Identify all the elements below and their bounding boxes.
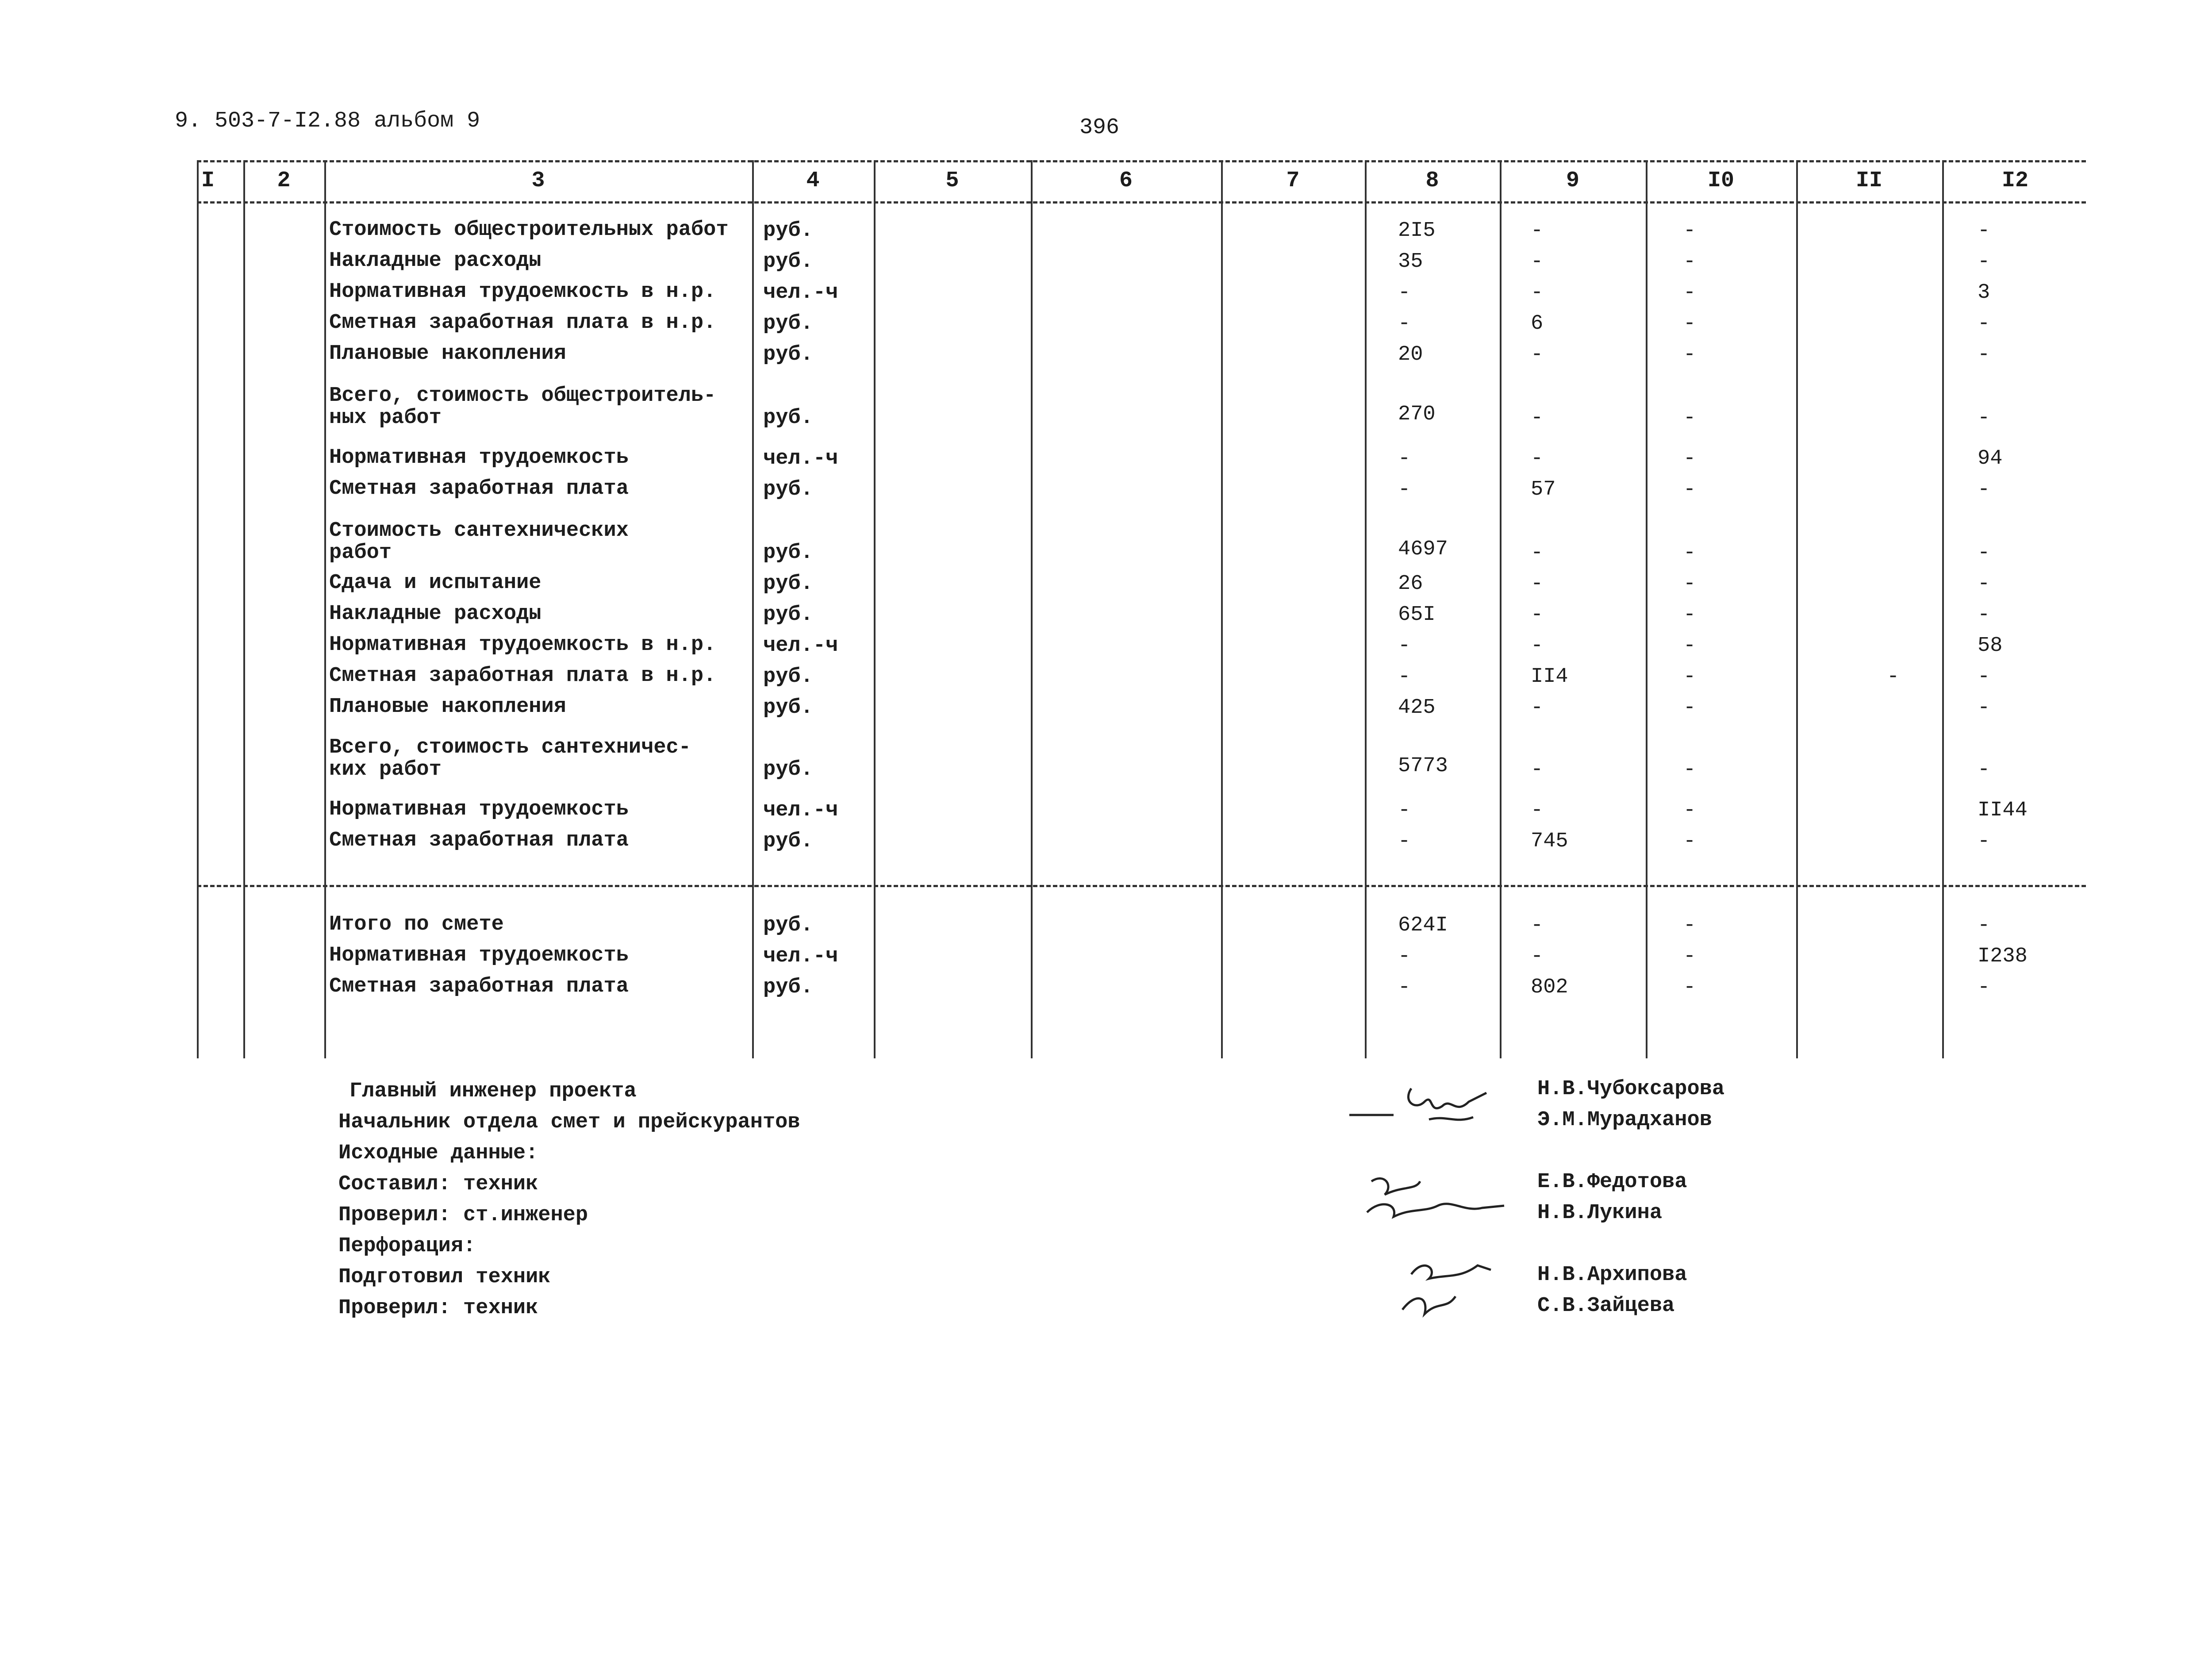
totals-col8: 624I bbox=[1398, 914, 1448, 937]
handwritten-signature bbox=[1340, 1075, 1517, 1133]
totals-col10: - bbox=[1683, 976, 1696, 999]
row-col12: 58 bbox=[1978, 634, 2003, 657]
row-col12: - bbox=[1978, 312, 1990, 335]
row-col9: - bbox=[1531, 572, 1544, 596]
column-header-10: I0 bbox=[1707, 168, 1734, 193]
signatory-name: Е.В.Федотова bbox=[1537, 1170, 1687, 1194]
row-unit: руб. bbox=[763, 312, 813, 335]
row-col12: 3 bbox=[1978, 281, 1990, 304]
column-header-12: I2 bbox=[2001, 168, 2028, 193]
row-col9: - bbox=[1531, 343, 1544, 366]
table-row bbox=[0, 478, 2212, 509]
row-unit: руб. bbox=[763, 572, 813, 596]
row-col12: - bbox=[1978, 665, 1990, 688]
row-col9: - bbox=[1531, 541, 1544, 565]
row-col8: - bbox=[1398, 478, 1411, 501]
row-col10: - bbox=[1683, 406, 1696, 430]
table-row bbox=[0, 737, 2212, 790]
table-row bbox=[0, 634, 2212, 665]
row-col10: - bbox=[1683, 830, 1696, 853]
row-unit: руб. bbox=[763, 696, 813, 719]
row-col12: - bbox=[1978, 541, 1990, 565]
signatory-name: Н.В.Лукина bbox=[1537, 1201, 1663, 1225]
table-row bbox=[0, 830, 2212, 861]
row-col9: - bbox=[1531, 406, 1544, 430]
row-col10: - bbox=[1683, 758, 1696, 781]
signature-role: Перфорация: bbox=[338, 1234, 476, 1258]
row-description: Сдача и испытание bbox=[329, 571, 541, 595]
row-description: Всего, стоимость сантехничес- ких работ bbox=[329, 736, 691, 781]
totals-col9: 802 bbox=[1531, 976, 1568, 999]
totals-col9: - bbox=[1531, 914, 1544, 937]
row-col8: 270 bbox=[1398, 403, 1436, 426]
totals-row bbox=[0, 914, 2212, 945]
row-col12: - bbox=[1978, 830, 1990, 853]
row-unit: чел.-ч bbox=[763, 799, 838, 822]
row-description: Сметная заработная плата в н.р. bbox=[329, 664, 716, 688]
row-description: Сметная заработная плата bbox=[329, 477, 629, 500]
signature-role: Начальник отдела смет и прейскурантов bbox=[338, 1111, 800, 1134]
row-description: Нормативная трудоемкость в н.р. bbox=[329, 280, 716, 304]
row-col10: - bbox=[1683, 343, 1696, 366]
totals-col12: - bbox=[1978, 914, 1990, 937]
row-col8: 5773 bbox=[1398, 754, 1448, 778]
row-col10: - bbox=[1683, 478, 1696, 501]
table-row bbox=[0, 520, 2212, 573]
row-description: Нормативная трудоемкость bbox=[329, 446, 629, 469]
totals-col8: - bbox=[1398, 976, 1411, 999]
column-header-5: 5 bbox=[945, 168, 959, 193]
row-description: Сметная заработная плата bbox=[329, 829, 629, 852]
row-col10: - bbox=[1683, 603, 1696, 627]
row-col8: 2I5 bbox=[1398, 219, 1436, 242]
row-col9: 57 bbox=[1531, 478, 1556, 501]
page-number: 396 bbox=[1079, 115, 1120, 140]
column-header-9: 9 bbox=[1566, 168, 1579, 193]
row-col12: 94 bbox=[1978, 447, 2003, 470]
row-description: Сметная заработная плата в н.р. bbox=[329, 311, 716, 334]
row-col8: - bbox=[1398, 312, 1411, 335]
row-col8: 35 bbox=[1398, 250, 1423, 273]
row-col9: 745 bbox=[1531, 830, 1568, 853]
row-unit: руб. bbox=[763, 541, 813, 565]
totals-unit: руб. bbox=[763, 914, 813, 937]
table-row bbox=[0, 343, 2212, 374]
table-row bbox=[0, 696, 2212, 727]
signature-role: Проверил: техник bbox=[338, 1296, 538, 1320]
row-col12: - bbox=[1978, 696, 1990, 719]
signatory-name: С.В.Зайцева bbox=[1537, 1294, 1675, 1318]
row-col12: - bbox=[1978, 250, 1990, 273]
row-col10: - bbox=[1683, 634, 1696, 657]
totals-row bbox=[0, 976, 2212, 1007]
column-header-1: I bbox=[201, 168, 215, 193]
handwritten-signature bbox=[1354, 1164, 1531, 1230]
signatory-name: Э.М.Мурадханов bbox=[1537, 1108, 1712, 1132]
row-col9: - bbox=[1531, 250, 1544, 273]
row-col12: - bbox=[1978, 758, 1990, 781]
table-row bbox=[0, 447, 2212, 478]
row-col8: 20 bbox=[1398, 343, 1423, 366]
row-col12: - bbox=[1978, 478, 1990, 501]
row-unit: руб. bbox=[763, 406, 813, 430]
signature-role: Проверил: ст.инженер bbox=[338, 1203, 588, 1227]
table-row bbox=[0, 312, 2212, 343]
totals-description: Итого по смете bbox=[329, 913, 504, 936]
row-col9: - bbox=[1531, 696, 1544, 719]
row-description: Всего, стоимость общестроитель- ных работ bbox=[329, 384, 716, 430]
row-col8: - bbox=[1398, 447, 1411, 470]
row-col9: - bbox=[1531, 281, 1544, 304]
row-description: Плановые накопления bbox=[329, 342, 566, 365]
row-col12: II44 bbox=[1978, 799, 2028, 822]
row-description: Нормативная трудоемкость bbox=[329, 798, 629, 821]
row-description: Накладные расходы bbox=[329, 249, 541, 273]
totals-description: Сметная заработная плата bbox=[329, 975, 629, 998]
column-header-11: II bbox=[1855, 168, 1882, 193]
row-col10: - bbox=[1683, 219, 1696, 242]
row-col12: - bbox=[1978, 219, 1990, 242]
row-col12: - bbox=[1978, 343, 1990, 366]
row-col8: - bbox=[1398, 830, 1411, 853]
row-col12: - bbox=[1978, 572, 1990, 596]
row-col10: - bbox=[1683, 281, 1696, 304]
totals-col9: - bbox=[1531, 945, 1544, 968]
row-unit: руб. bbox=[763, 478, 813, 501]
totals-col10: - bbox=[1683, 914, 1696, 937]
row-col8: - bbox=[1398, 281, 1411, 304]
row-col10: - bbox=[1683, 799, 1696, 822]
signature-role: Составил: техник bbox=[338, 1173, 538, 1196]
row-col10: - bbox=[1683, 696, 1696, 719]
totals-description: Нормативная трудоемкость bbox=[329, 944, 629, 967]
signatory-name: Н.В.Архипова bbox=[1537, 1263, 1687, 1287]
row-col8: 65I bbox=[1398, 603, 1436, 627]
row-col10: - bbox=[1683, 541, 1696, 565]
row-col12: - bbox=[1978, 406, 1990, 430]
row-col10: - bbox=[1683, 447, 1696, 470]
totals-col12: I238 bbox=[1978, 945, 2028, 968]
row-description: Стоимость общестроительных работ bbox=[329, 218, 729, 242]
row-col8: - bbox=[1398, 634, 1411, 657]
row-description: Накладные расходы bbox=[329, 602, 541, 626]
row-unit: чел.-ч bbox=[763, 281, 838, 304]
column-header-8: 8 bbox=[1425, 168, 1439, 193]
row-col8: - bbox=[1398, 799, 1411, 822]
row-col9: - bbox=[1531, 758, 1544, 781]
row-col12: - bbox=[1978, 603, 1990, 627]
column-header-3: 3 bbox=[531, 168, 545, 193]
table-row bbox=[0, 572, 2212, 603]
table-row bbox=[0, 219, 2212, 250]
row-col8: 4697 bbox=[1398, 538, 1448, 561]
column-header-6: 6 bbox=[1119, 168, 1133, 193]
row-col8: 26 bbox=[1398, 572, 1423, 596]
table-row bbox=[0, 799, 2212, 830]
handwritten-signature bbox=[1385, 1248, 1517, 1323]
document-code: 9. 503-7-I2.88 альбом 9 bbox=[175, 108, 480, 134]
row-description: Плановые накопления bbox=[329, 695, 566, 719]
row-col10: - bbox=[1683, 665, 1696, 688]
row-col9: - bbox=[1531, 603, 1544, 627]
row-unit: руб. bbox=[763, 250, 813, 273]
table-row bbox=[0, 250, 2212, 281]
signature-role: Главный инженер проекта bbox=[349, 1080, 637, 1103]
row-col9: 6 bbox=[1531, 312, 1544, 335]
row-col8: 425 bbox=[1398, 696, 1436, 719]
totals-row bbox=[0, 945, 2212, 976]
header-top-rule bbox=[197, 160, 2086, 162]
row-col9: - bbox=[1531, 219, 1544, 242]
totals-col8: - bbox=[1398, 945, 1411, 968]
row-col9: - bbox=[1531, 799, 1544, 822]
row-col11: - bbox=[1887, 665, 1900, 688]
column-header-2: 2 bbox=[277, 168, 291, 193]
row-unit: руб. bbox=[763, 665, 813, 688]
row-col10: - bbox=[1683, 250, 1696, 273]
totals-col12: - bbox=[1978, 976, 1990, 999]
row-col8: - bbox=[1398, 665, 1411, 688]
row-unit: чел.-ч bbox=[763, 634, 838, 657]
row-unit: руб. bbox=[763, 343, 813, 366]
row-col10: - bbox=[1683, 312, 1696, 335]
row-unit: руб. bbox=[763, 219, 813, 242]
row-col9: II4 bbox=[1531, 665, 1568, 688]
row-description: Нормативная трудоемкость в н.р. bbox=[329, 633, 716, 657]
table-row bbox=[0, 281, 2212, 312]
signature-role: Исходные данные: bbox=[338, 1142, 538, 1165]
row-col9: - bbox=[1531, 634, 1544, 657]
totals-col10: - bbox=[1683, 945, 1696, 968]
signatory-name: Н.В.Чубоксарова bbox=[1537, 1077, 1725, 1101]
row-col10: - bbox=[1683, 572, 1696, 596]
column-header-7: 7 bbox=[1286, 168, 1300, 193]
row-description: Стоимость сантехнических работ bbox=[329, 519, 629, 565]
totals-unit: чел.-ч bbox=[763, 945, 838, 968]
signature-role: Подготовил техник bbox=[338, 1265, 551, 1289]
totals-separator-rule bbox=[197, 885, 2086, 887]
column-header-4: 4 bbox=[806, 168, 820, 193]
row-unit: руб. bbox=[763, 603, 813, 627]
table-row bbox=[0, 385, 2212, 438]
table-row bbox=[0, 603, 2212, 634]
row-unit: руб. bbox=[763, 830, 813, 853]
row-unit: руб. bbox=[763, 758, 813, 781]
totals-unit: руб. bbox=[763, 976, 813, 999]
table-row bbox=[0, 665, 2212, 696]
header-bottom-rule bbox=[197, 201, 2086, 204]
row-unit: чел.-ч bbox=[763, 447, 838, 470]
row-col9: - bbox=[1531, 447, 1544, 470]
